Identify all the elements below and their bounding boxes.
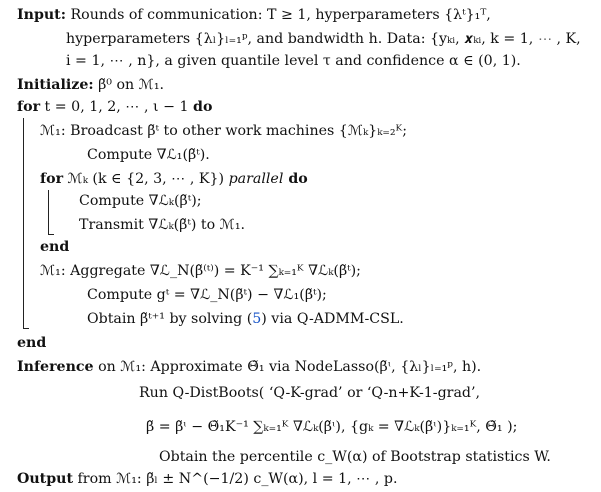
- transmit-line: Transmit ∇ℒₖ(β̃ᵗ) to ℳ₁.: [79, 217, 246, 233]
- for-keyword: for: [17, 99, 41, 115]
- inference-line: [17, 358, 481, 376]
- do-keyword: do: [193, 99, 213, 115]
- input-line-2: hyperparameters {λₗ}ₗ₌₁ᵖ, and bandwidth h. Data: {yₖᵢ, 𝒙ₖᵢ, k = 1, ⋯ , K,: [66, 31, 581, 47]
- equation-ref-link[interactable]: 5: [252, 311, 262, 327]
- inner-loop-bar: [48, 190, 49, 234]
- inner-for-range: ℳₖ (k ∈ {2, 3, ⋯ , K}): [63, 171, 229, 187]
- inner-for-header: [40, 170, 308, 188]
- output-text: from ℳ₁: β̃ₗ ± N^(−1/2) c_W(α), l = 1, ⋯ , p.: [73, 471, 398, 487]
- outer-loop-tick: [23, 328, 29, 329]
- inference-text: on ℳ₁: Approximate Θ̃₁ via NodeLasso(β̃ᶥ, {λₗ}ₗ₌₁ᵖ, h).: [93, 359, 482, 375]
- initialize-text: β̃⁰ on ℳ₁.: [93, 77, 165, 93]
- percentile-line: Obtain the percentile c_W(α) of Bootstrap statistics W.: [159, 449, 551, 465]
- compute-lk-line: Compute ∇ℒₖ(β̃ᵗ);: [79, 193, 202, 209]
- obtain-line: [87, 310, 404, 328]
- input-label: Input:: [17, 7, 66, 23]
- input-line-3: i = 1, ⋯ , n}, a given quantile level τ and confidence α ∈ (0, 1).: [66, 53, 521, 69]
- obtain-pre: Obtain β̃ᵗ⁺¹ by solving (: [87, 311, 253, 327]
- inner-loop-tick: [48, 234, 54, 235]
- parallel-word: parallel: [228, 171, 284, 187]
- for-range: t = 0, 1, 2, ⋯ , ι − 1: [40, 99, 194, 115]
- for-loop-header: [17, 98, 212, 116]
- initialize-label: Initialize:: [17, 77, 94, 93]
- input-line-1: [17, 6, 491, 24]
- run-line: Run Q-DistBoots( ‘Q-K-grad’ or ‘Q-n+K-1-grad’,: [139, 385, 480, 401]
- compute-l1-line: Compute ∇ℒ₁(β̃ᵗ).: [87, 147, 210, 163]
- inference-label: Inference: [17, 359, 94, 375]
- output-label: Output: [17, 471, 74, 487]
- inner-do-keyword: do: [283, 171, 308, 187]
- compute-g-line: Compute gᵗ = ∇ℒ_N(β̃ᵗ) − ∇ℒ₁(β̃ᵗ);: [87, 287, 327, 303]
- outer-loop-bar: [23, 118, 24, 328]
- initialize-line: [17, 76, 164, 94]
- broadcast-line: ℳ₁: Broadcast β̃ᵗ to other work machines {ℳₖ}ₖ₌₂ᴷ;: [40, 123, 407, 139]
- outer-end: end: [17, 335, 47, 351]
- beta-expression-line: β̃ = β̃ᶥ − Θ̃₁K⁻¹ ∑ₖ₌₁ᴷ ∇ℒₖ(β̃ᶥ), {gₖ = ∇ℒₖ(β̃ᶥ)}ₖ₌₁ᴷ, Θ̃₁ );: [146, 419, 518, 435]
- output-line: [17, 470, 397, 488]
- inner-for-keyword: for: [40, 171, 64, 187]
- input-text-1: Rounds of communication: T ≥ 1, hyperparameters {λᵗ}₁ᵀ,: [65, 7, 491, 23]
- aggregate-line: ℳ₁: Aggregate ∇ℒ_N(β̃⁽ᵗ⁾) = K⁻¹ ∑ₖ₌₁ᴷ ∇ℒₖ(β̃ᵗ);: [40, 263, 361, 279]
- obtain-post: ) via Q-ADMM-CSL.: [261, 311, 404, 327]
- inner-end: end: [40, 239, 70, 255]
